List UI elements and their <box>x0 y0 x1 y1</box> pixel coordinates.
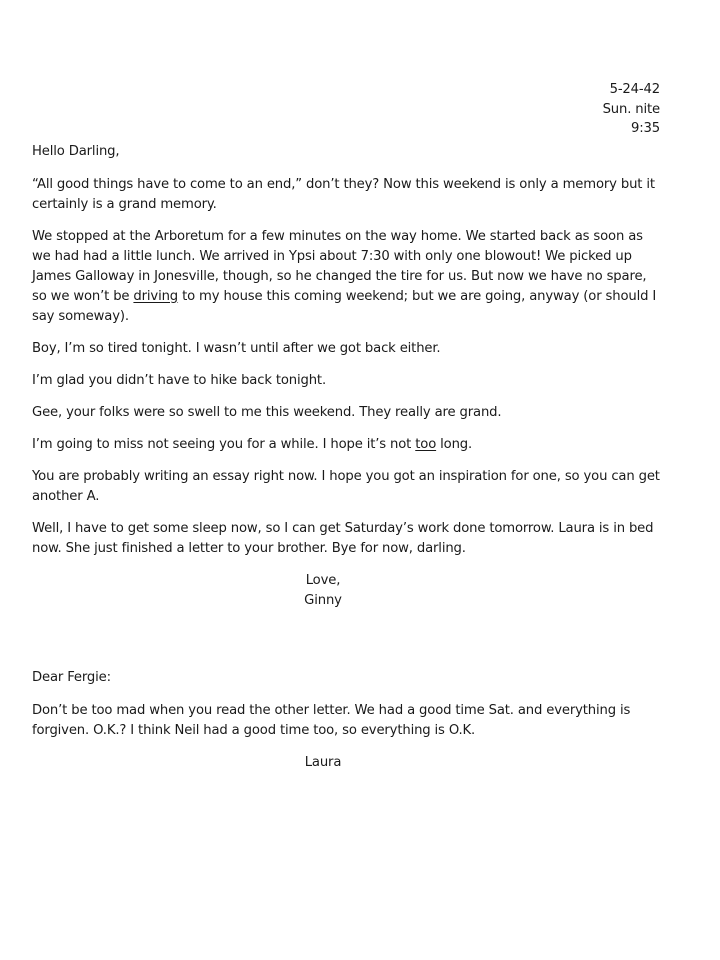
second-greeting: Dear Fergie: <box>32 669 111 685</box>
paragraph-8: Well, I have to get some sleep now, so I can get Saturday’s work done tomorrow. Laura is in bed now. She just finished a letter to your brother. Bye for now, darling. <box>32 520 654 556</box>
paragraph-1: “All good things have to come to an end,” don’t they? Now this weekend is only a memory but it certainly is a grand memory. <box>32 176 655 212</box>
second-paragraph-1: Don’t be too mad when you read the other letter. We had a good time Sat. and everything is forgiven. O.K.? I think Neil had a good time too, so everything is O.K. <box>32 702 631 738</box>
signature: Ginny <box>304 592 342 608</box>
paragraph-3: Boy, I’m so tired tonight. I wasn’t until after we got back either. <box>32 340 441 356</box>
closing: Love, <box>305 572 341 588</box>
letter-page <box>32 80 660 773</box>
underlined-word-too: too <box>415 436 437 452</box>
second-letter <box>32 668 660 773</box>
paragraph-2 <box>32 227 660 327</box>
paragraph-6-text-b: long. <box>436 436 473 452</box>
date-block <box>32 80 660 139</box>
paragraph-2-text-b: to my house this coming weekend; but we are going, anyway (or should I say someway). <box>32 288 657 324</box>
letter-date: 5-24-42 <box>609 82 660 97</box>
paragraph-5: Gee, your folks were so swell to me this weekend. They really are grand. <box>32 404 502 420</box>
paragraph-7: You are probably writing an essay right now. I hope you got an inspiration for one, so you can get another A. <box>32 468 660 504</box>
paragraph-2-text-a: We stopped at the Arboretum for a few minutes on the way home. We started back as soon as we had had a little lunch. We arrived in Ypsi about 7:30 with only one blowout! We picked up James Galloway in Jonesville, though, so he changed the tire for us. But now we have no spare, so we won’t be <box>32 228 647 304</box>
paragraph-6-text-a: I’m going to miss not seeing you for a while. I hope it’s not <box>32 436 416 452</box>
closing-block <box>32 571 660 611</box>
letter-day: Sun. nite <box>602 101 660 117</box>
paragraph-6 <box>32 435 660 455</box>
second-signature: Laura <box>304 754 342 770</box>
paragraph-4: I’m glad you didn’t have to hike back tonight. <box>32 372 326 388</box>
letter-time: 9:35 <box>630 121 660 136</box>
greeting: Hello Darling, <box>32 143 120 159</box>
underlined-word-driving: driving <box>133 288 179 304</box>
